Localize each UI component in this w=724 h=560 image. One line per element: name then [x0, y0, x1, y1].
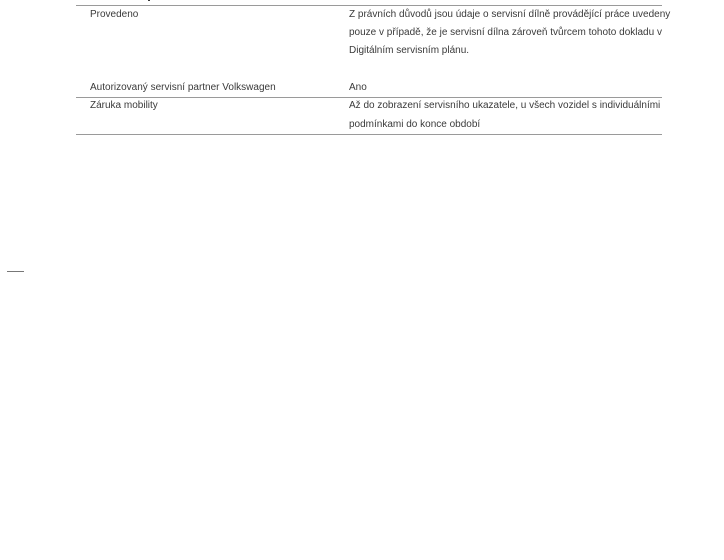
row-performed-label: Provedeno — [90, 9, 139, 20]
row-performed-value-line-2: pouze v případě, že je servisní dílna zároveň tvůrcem tohoto dokladu v — [349, 27, 662, 38]
row-mobility-guarantee-label: Záruka mobility — [90, 100, 158, 111]
table-divider-bottom — [76, 134, 662, 135]
page-margin-mark — [7, 271, 24, 272]
clipped-previous-row-text — [148, 0, 150, 1]
row-mobility-guarantee-value-line-2: podmínkami do konce období — [349, 119, 481, 130]
row-mobility-guarantee-value-line-1: Až do zobrazení servisního ukazatele, u všech vozidel s individuálními — [349, 100, 661, 111]
row-authorized-partner-label: Autorizovaný servisní partner Volkswagen — [90, 82, 276, 93]
row-performed-value-line-3: Digitálním servisním plánu. — [349, 45, 470, 56]
row-authorized-partner-value: Ano — [349, 82, 367, 93]
row-performed-value-line-1: Z právních důvodů jsou údaje o servisní dílně provádějící práce uvedeny — [349, 9, 671, 20]
